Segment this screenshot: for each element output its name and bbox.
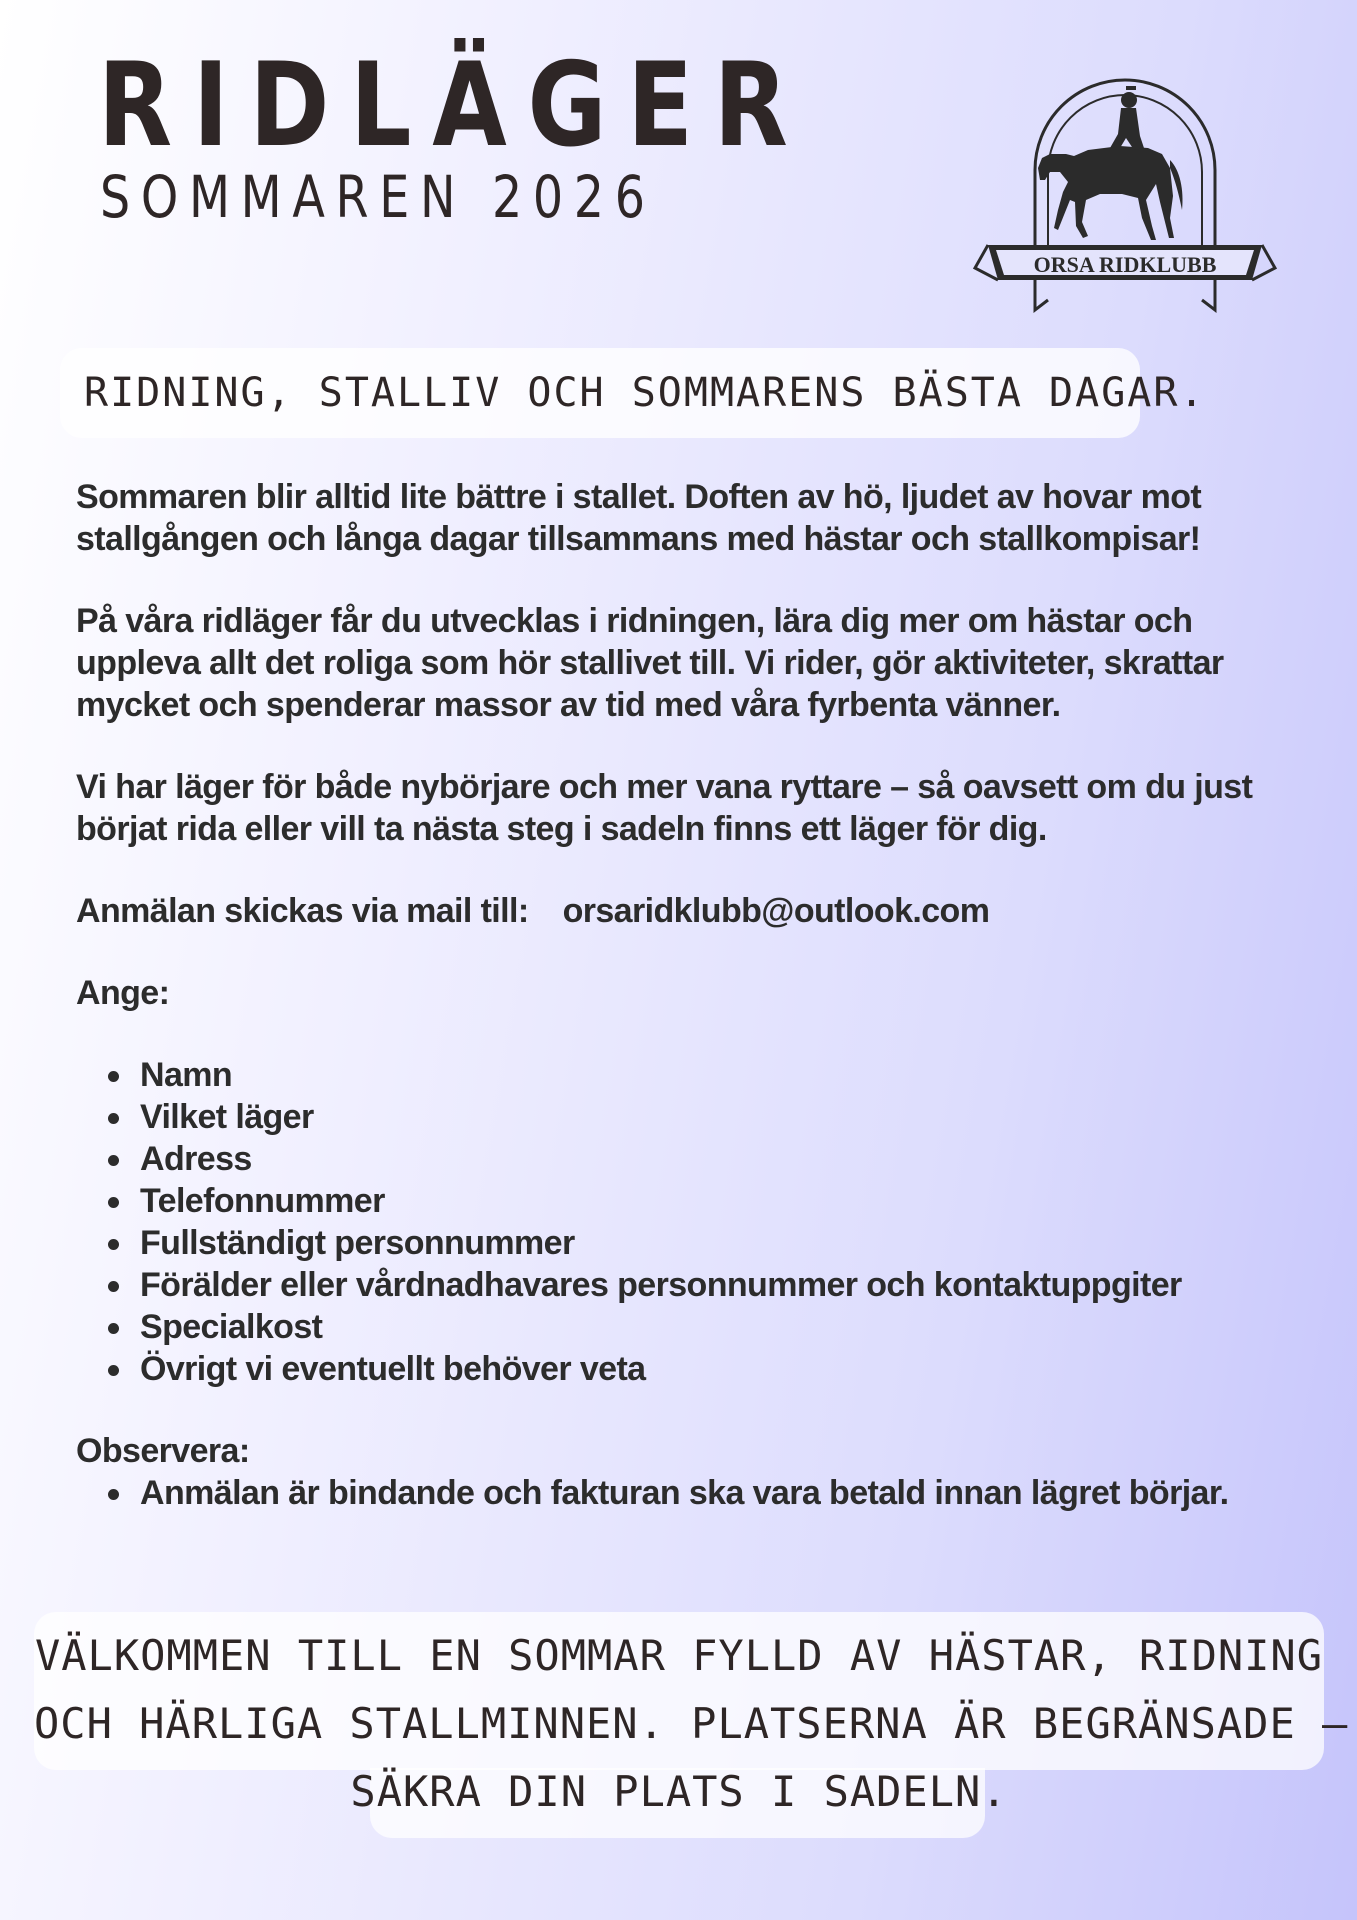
observera-label: Observera: — [76, 1432, 250, 1470]
footer-message — [34, 1622, 1349, 1826]
email-link[interactable]: orsaridklubb@outlook.com — [562, 892, 990, 930]
club-logo — [970, 50, 1280, 320]
footer-line-1: VÄLKOMMEN TILL EN SOMMAR FYLLD AV HÄSTAR, RIDNING — [34, 1631, 1324, 1680]
page-title: RIDLÄGER — [98, 38, 809, 173]
list-item: Övrigt vi eventuellt behöver veta — [108, 1348, 1296, 1390]
observera-list — [76, 1472, 1296, 1514]
signup-label: Anmälan skickas via mail till: — [76, 892, 529, 930]
svg-text:ORSA RIDKLUBB: ORSA RIDKLUBB — [1033, 252, 1217, 277]
intro-paragraph: Sommaren blir alltid lite bättre i stallet. Doften av hö, ljudet av hovar mot stallgången och långa dagar tillsammans med hästar och stallkompisar! — [76, 478, 1202, 558]
camp-paragraph: På våra ridläger får du utvecklas i ridningen, lära dig mer om hästar och uppleva allt det roliga som hör stallivet till. Vi rider, gör aktiviteter, skrattar mycket och spenderar massor av tid med våra fyrbenta vänner. — [76, 602, 1224, 724]
ange-label: Ange: — [76, 974, 170, 1012]
tagline-banner — [60, 348, 1206, 438]
list-item: Specialkost — [108, 1306, 1296, 1348]
signup-line — [76, 890, 1296, 932]
list-item: Förälder eller vårdnadhavares personnummer och kontaktuppgiter — [108, 1264, 1296, 1306]
required-info-list — [76, 1054, 1296, 1390]
list-item: Fullständigt personnummer — [108, 1222, 1296, 1264]
list-item: Anmälan är bindande och fakturan ska vara betald innan lägret börjar. — [108, 1472, 1238, 1514]
list-item: Vilket läger — [108, 1096, 1296, 1138]
list-item: Telefonnummer — [108, 1180, 1296, 1222]
tagline-text: RIDNING, STALLIV OCH SOMMARENS BÄSTA DAGAR. — [84, 370, 1206, 416]
footer-line-3: SÄKRA DIN PLATS I SADELN. — [350, 1767, 1008, 1816]
levels-paragraph: Vi har läger för både nybörjare och mer vana ryttare – så oavsett om du just börjat rida eller vill ta nästa steg i sadeln finns ett läger för dig. — [76, 768, 1253, 848]
main-content — [76, 476, 1296, 1514]
horse-rider-icon — [970, 50, 1280, 320]
page-subtitle: SOMMAREN 2026 — [100, 163, 656, 231]
footer-line-2: OCH HÄRLIGA STALLMINNEN. PLATSERNA ÄR BEGRÄNSADE – — [34, 1699, 1349, 1748]
list-item: Namn — [108, 1054, 1296, 1096]
list-item: Adress — [108, 1138, 1296, 1180]
